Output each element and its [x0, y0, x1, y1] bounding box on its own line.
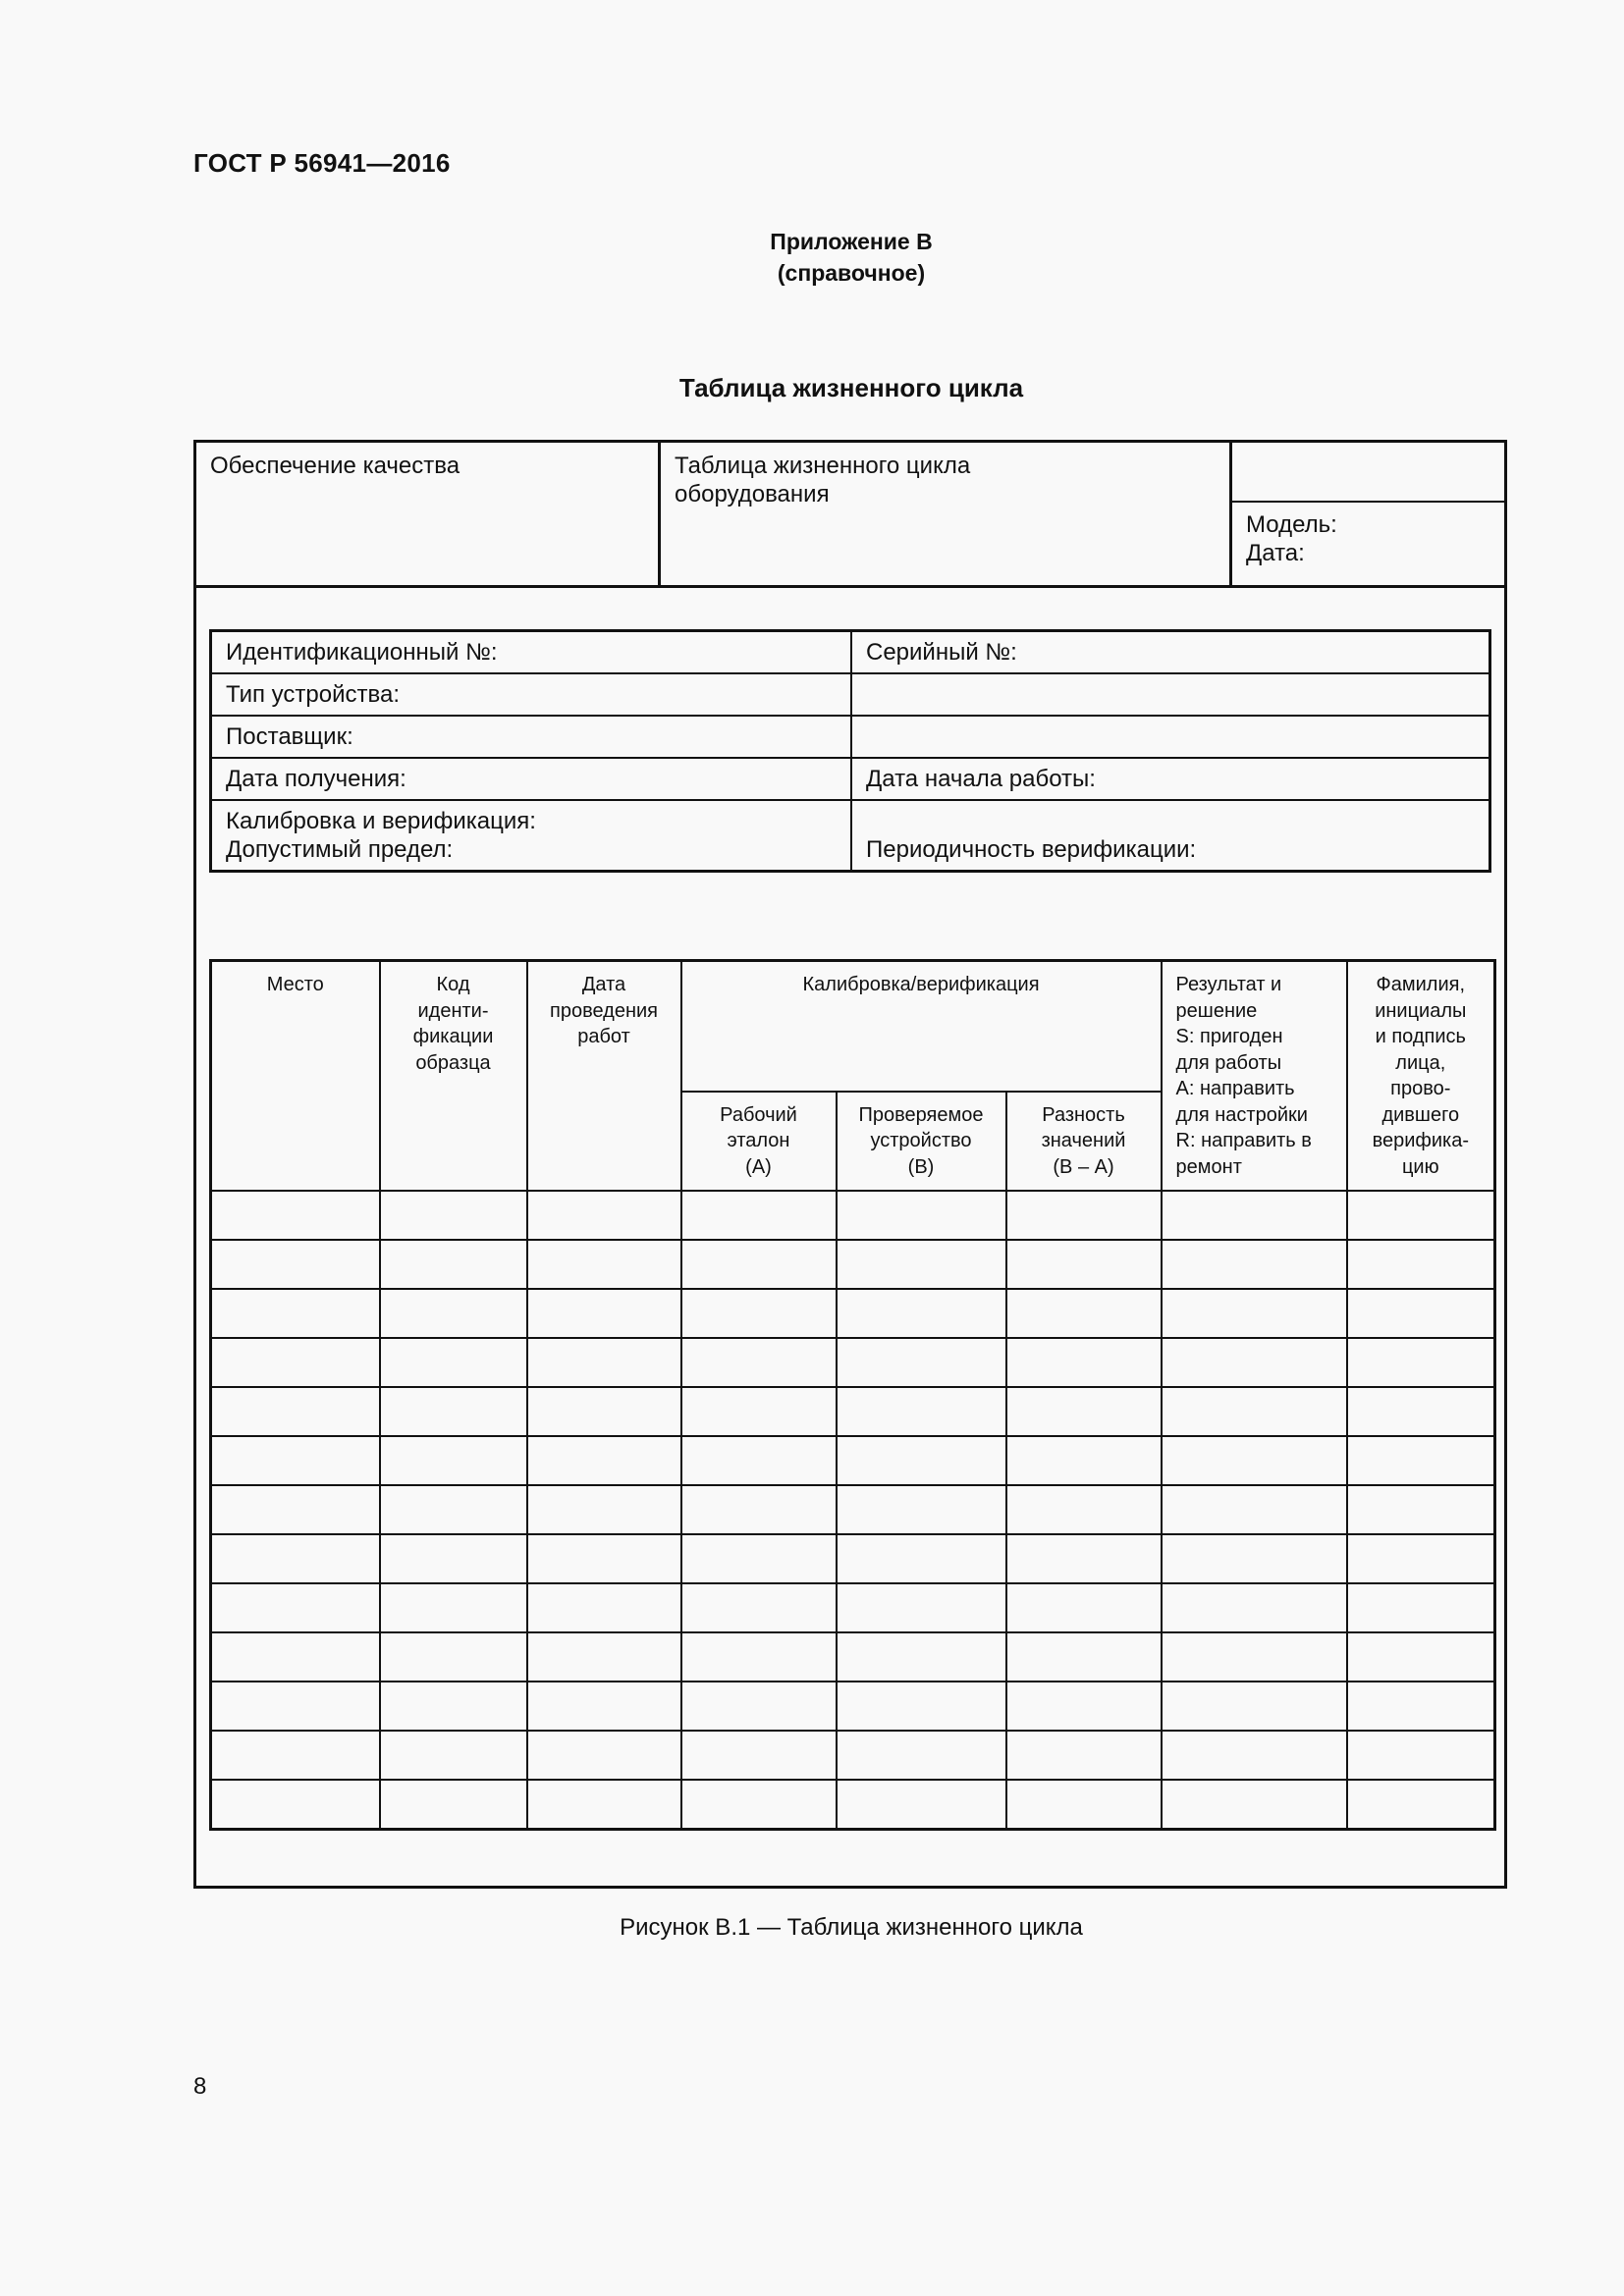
- table-cell[interactable]: [527, 1191, 681, 1240]
- table-cell[interactable]: [1006, 1338, 1162, 1387]
- table-cell[interactable]: [527, 1436, 681, 1485]
- table-cell[interactable]: [1347, 1780, 1495, 1830]
- table-cell[interactable]: [837, 1191, 1006, 1240]
- table-cell[interactable]: [1162, 1191, 1347, 1240]
- log-body: [211, 1191, 1495, 1830]
- figure-caption: Рисунок В.1 — Таблица жизненного цикла: [620, 1914, 1083, 1941]
- table-cell[interactable]: [1347, 1534, 1495, 1583]
- header-line: иденти-: [417, 999, 489, 1022]
- form-title-line: оборудования: [675, 481, 830, 507]
- header-line: решение: [1175, 999, 1258, 1022]
- table-cell[interactable]: [380, 1534, 527, 1583]
- header-line: дившего: [1381, 1103, 1460, 1126]
- supplier-value-cell[interactable]: [851, 716, 1490, 758]
- table-cell[interactable]: [380, 1289, 527, 1338]
- table-cell[interactable]: [1347, 1632, 1495, 1682]
- table-cell[interactable]: [681, 1338, 837, 1387]
- table-cell[interactable]: [1347, 1387, 1495, 1436]
- device-type-label: Тип устройства:: [226, 681, 400, 708]
- table-cell[interactable]: [211, 1682, 380, 1731]
- tolerance-label: Допустимый предел:: [226, 836, 454, 863]
- table-cell[interactable]: [1347, 1583, 1495, 1632]
- col-result: [1162, 961, 1347, 1191]
- table-cell[interactable]: [380, 1240, 527, 1289]
- id-number-cell[interactable]: [211, 631, 852, 674]
- table-cell[interactable]: [211, 1583, 380, 1632]
- supplier-cell[interactable]: [211, 716, 852, 758]
- header-line: фикации: [412, 1026, 494, 1047]
- table-row: [211, 1780, 1495, 1830]
- table-cell[interactable]: [1162, 1436, 1347, 1485]
- table-cell[interactable]: [211, 1338, 380, 1387]
- header-line: эталон: [727, 1130, 790, 1151]
- table-cell[interactable]: [380, 1731, 527, 1780]
- table-cell[interactable]: [527, 1632, 681, 1682]
- header-line: прово-: [1390, 1078, 1451, 1099]
- table-cell[interactable]: [837, 1240, 1006, 1289]
- table-cell[interactable]: [681, 1780, 837, 1830]
- header-line: работ: [577, 1026, 630, 1047]
- table-cell[interactable]: [1347, 1682, 1495, 1731]
- table-cell[interactable]: [1347, 1436, 1495, 1485]
- page-title: Таблица жизненного цикла: [678, 373, 1024, 402]
- table-cell[interactable]: [527, 1240, 681, 1289]
- table-row: [211, 1731, 1495, 1780]
- table-cell[interactable]: [527, 1289, 681, 1338]
- table-cell[interactable]: [527, 1387, 681, 1436]
- table-cell[interactable]: [527, 1583, 681, 1632]
- device-type-cell[interactable]: [211, 673, 852, 716]
- header-line: Код: [436, 974, 470, 995]
- table-cell[interactable]: [1162, 1387, 1347, 1436]
- table-cell[interactable]: [837, 1534, 1006, 1583]
- table-row: [211, 1387, 1495, 1436]
- info-row: [211, 800, 1490, 872]
- table-cell[interactable]: [1162, 1485, 1347, 1534]
- header-divider: [1230, 501, 1507, 503]
- header-line: образца: [415, 1051, 491, 1074]
- appendix-heading: [0, 226, 1624, 289]
- appendix-title: Приложение В: [770, 229, 933, 254]
- table-cell[interactable]: [1006, 1682, 1162, 1731]
- table-cell[interactable]: [837, 1485, 1006, 1534]
- serial-number-cell[interactable]: [851, 631, 1490, 674]
- calibration-cell[interactable]: [211, 800, 852, 872]
- header-line: лица,: [1395, 1051, 1446, 1074]
- table-cell[interactable]: [681, 1387, 837, 1436]
- table-cell[interactable]: [380, 1387, 527, 1436]
- col-calibration: [681, 961, 1162, 1092]
- table-cell[interactable]: [837, 1387, 1006, 1436]
- calibration-label: Калибровка и верификация:: [226, 808, 536, 834]
- table-cell[interactable]: [211, 1485, 380, 1534]
- table-cell[interactable]: [1006, 1780, 1162, 1830]
- table-cell[interactable]: [1006, 1289, 1162, 1338]
- header-bottom-line: [193, 585, 1507, 588]
- header-line: значений: [1041, 1130, 1126, 1151]
- header-line: Фамилия,: [1376, 974, 1466, 995]
- supplier-label: Поставщик:: [226, 723, 353, 750]
- table-cell[interactable]: [1006, 1534, 1162, 1583]
- info-row: [211, 758, 1490, 800]
- table-cell[interactable]: [1347, 1289, 1495, 1338]
- header-line: для настройки: [1175, 1103, 1308, 1126]
- col-difference: [1006, 1092, 1162, 1191]
- table-cell[interactable]: [527, 1338, 681, 1387]
- id-number-label: Идентификационный №:: [226, 639, 498, 666]
- table-cell[interactable]: [1162, 1240, 1347, 1289]
- table-cell[interactable]: [211, 1191, 380, 1240]
- table-cell[interactable]: [527, 1780, 681, 1830]
- table-cell[interactable]: [1347, 1191, 1495, 1240]
- receipt-date-cell[interactable]: [211, 758, 852, 800]
- table-cell[interactable]: [681, 1289, 837, 1338]
- table-cell[interactable]: [380, 1436, 527, 1485]
- table-cell[interactable]: [681, 1191, 837, 1240]
- table-cell[interactable]: [1006, 1731, 1162, 1780]
- table-cell[interactable]: [681, 1682, 837, 1731]
- col-signature: [1347, 961, 1495, 1191]
- table-cell[interactable]: [1162, 1583, 1347, 1632]
- header-line: Разность: [1042, 1103, 1125, 1126]
- table-cell[interactable]: [211, 1387, 380, 1436]
- table-cell[interactable]: [211, 1534, 380, 1583]
- table-row: [211, 1338, 1495, 1387]
- col-calibration-label: Калибровка/верификация: [802, 974, 1040, 995]
- form-title-line: Таблица жизненного цикла: [675, 453, 971, 479]
- table-cell[interactable]: [1006, 1240, 1162, 1289]
- device-type-value-cell[interactable]: [851, 673, 1490, 716]
- col-sample-code: [380, 961, 527, 1191]
- header-line: (А): [745, 1155, 772, 1178]
- table-cell[interactable]: [380, 1338, 527, 1387]
- calibration-log-table: [209, 959, 1496, 1831]
- table-cell[interactable]: [681, 1583, 837, 1632]
- table-cell[interactable]: [1162, 1338, 1347, 1387]
- info-row: [211, 631, 1490, 674]
- col-device-under-test: [837, 1092, 1006, 1191]
- appendix-type: (справочное): [777, 260, 926, 286]
- table-cell[interactable]: [1006, 1191, 1162, 1240]
- table-cell[interactable]: [380, 1583, 527, 1632]
- table-cell[interactable]: [380, 1780, 527, 1830]
- header-line: цию: [1401, 1155, 1439, 1178]
- col-work-date: [527, 961, 681, 1191]
- table-cell[interactable]: [1006, 1436, 1162, 1485]
- table-cell[interactable]: [211, 1632, 380, 1682]
- verification-period-label: Периодичность верификации:: [866, 836, 1197, 863]
- model-date-block: [1246, 510, 1337, 567]
- quality-label: Обеспечение качества: [210, 453, 460, 479]
- header-line: устройство: [870, 1130, 972, 1151]
- table-cell[interactable]: [1162, 1780, 1347, 1830]
- receipt-date-label: Дата получения:: [226, 766, 406, 792]
- table-cell[interactable]: [681, 1485, 837, 1534]
- table-cell[interactable]: [211, 1731, 380, 1780]
- table-cell[interactable]: [837, 1731, 1006, 1780]
- serial-number-label: Серийный №:: [866, 639, 1017, 666]
- table-cell[interactable]: [211, 1289, 380, 1338]
- table-cell[interactable]: [527, 1485, 681, 1534]
- header-line: Результат и: [1175, 974, 1282, 995]
- table-cell[interactable]: [681, 1731, 837, 1780]
- table-cell[interactable]: [681, 1436, 837, 1485]
- verification-period-cell[interactable]: [851, 800, 1490, 872]
- table-cell[interactable]: [681, 1632, 837, 1682]
- equipment-info-table: [209, 629, 1491, 873]
- header-line: R: направить в: [1175, 1130, 1312, 1151]
- table-cell[interactable]: [1347, 1731, 1495, 1780]
- table-cell[interactable]: [1162, 1731, 1347, 1780]
- header-line: (В – А): [1053, 1155, 1114, 1178]
- table-cell[interactable]: [837, 1632, 1006, 1682]
- table-cell[interactable]: [1162, 1289, 1347, 1338]
- table-cell[interactable]: [837, 1780, 1006, 1830]
- table-cell[interactable]: [380, 1632, 527, 1682]
- table-cell[interactable]: [527, 1731, 681, 1780]
- header-line: инициалы: [1375, 999, 1467, 1022]
- header-line: проведения: [550, 999, 658, 1022]
- table-cell[interactable]: [211, 1240, 380, 1289]
- header-line: для работы: [1175, 1051, 1282, 1074]
- table-cell[interactable]: [1162, 1632, 1347, 1682]
- table-cell[interactable]: [380, 1485, 527, 1534]
- header-line: и подпись: [1375, 1026, 1466, 1047]
- header-line: А: направить: [1175, 1078, 1295, 1099]
- table-row: [211, 1436, 1495, 1485]
- table-cell[interactable]: [527, 1682, 681, 1731]
- table-cell[interactable]: [1162, 1682, 1347, 1731]
- date-label: Дата:: [1246, 540, 1305, 566]
- header-line: (В): [907, 1155, 935, 1178]
- table-cell[interactable]: [211, 1780, 380, 1830]
- header-divider: [1229, 440, 1232, 587]
- table-row: [211, 1191, 1495, 1240]
- header-line: ремонт: [1175, 1155, 1242, 1178]
- header-line: Рабочий: [720, 1103, 797, 1126]
- table-row: [211, 1632, 1495, 1682]
- table-cell[interactable]: [1347, 1338, 1495, 1387]
- header-divider: [658, 440, 661, 587]
- table-row: [211, 1289, 1495, 1338]
- table-cell[interactable]: [1006, 1583, 1162, 1632]
- table-cell[interactable]: [837, 1436, 1006, 1485]
- table-row: [211, 1534, 1495, 1583]
- table-row: [211, 1583, 1495, 1632]
- header-line: верифика-: [1372, 1130, 1469, 1151]
- document-code: ГОСТ Р 56941—2016: [193, 148, 451, 178]
- table-cell[interactable]: [1347, 1485, 1495, 1534]
- header-line: Дата: [581, 974, 626, 995]
- form-title: [675, 452, 970, 508]
- table-cell[interactable]: [1006, 1485, 1162, 1534]
- page-number: 8: [193, 2073, 207, 2100]
- header-row: [211, 961, 1495, 1092]
- table-cell[interactable]: [837, 1682, 1006, 1731]
- table-row: [211, 1682, 1495, 1731]
- table-row: [211, 1485, 1495, 1534]
- table-cell[interactable]: [1347, 1240, 1495, 1289]
- table-cell[interactable]: [1006, 1632, 1162, 1682]
- model-label: Модель:: [1246, 511, 1337, 538]
- table-cell[interactable]: [681, 1240, 837, 1289]
- table-cell[interactable]: [837, 1338, 1006, 1387]
- table-cell[interactable]: [837, 1289, 1006, 1338]
- table-cell[interactable]: [380, 1682, 527, 1731]
- info-row: [211, 673, 1490, 716]
- table-row: [211, 1240, 1495, 1289]
- info-row: [211, 716, 1490, 758]
- col-place: [211, 961, 380, 1191]
- header-line: S: пригоден: [1175, 1026, 1283, 1047]
- table-cell[interactable]: [211, 1436, 380, 1485]
- table-cell[interactable]: [527, 1534, 681, 1583]
- start-date-label: Дата начала работы:: [866, 766, 1096, 792]
- start-date-cell[interactable]: [851, 758, 1490, 800]
- table-cell[interactable]: [681, 1534, 837, 1583]
- table-cell[interactable]: [380, 1191, 527, 1240]
- col-place-label: Место: [266, 974, 324, 995]
- table-cell[interactable]: [1006, 1387, 1162, 1436]
- col-reference: [681, 1092, 837, 1191]
- table-cell[interactable]: [837, 1583, 1006, 1632]
- header-line: Проверяемое: [858, 1103, 984, 1126]
- table-cell[interactable]: [1162, 1534, 1347, 1583]
